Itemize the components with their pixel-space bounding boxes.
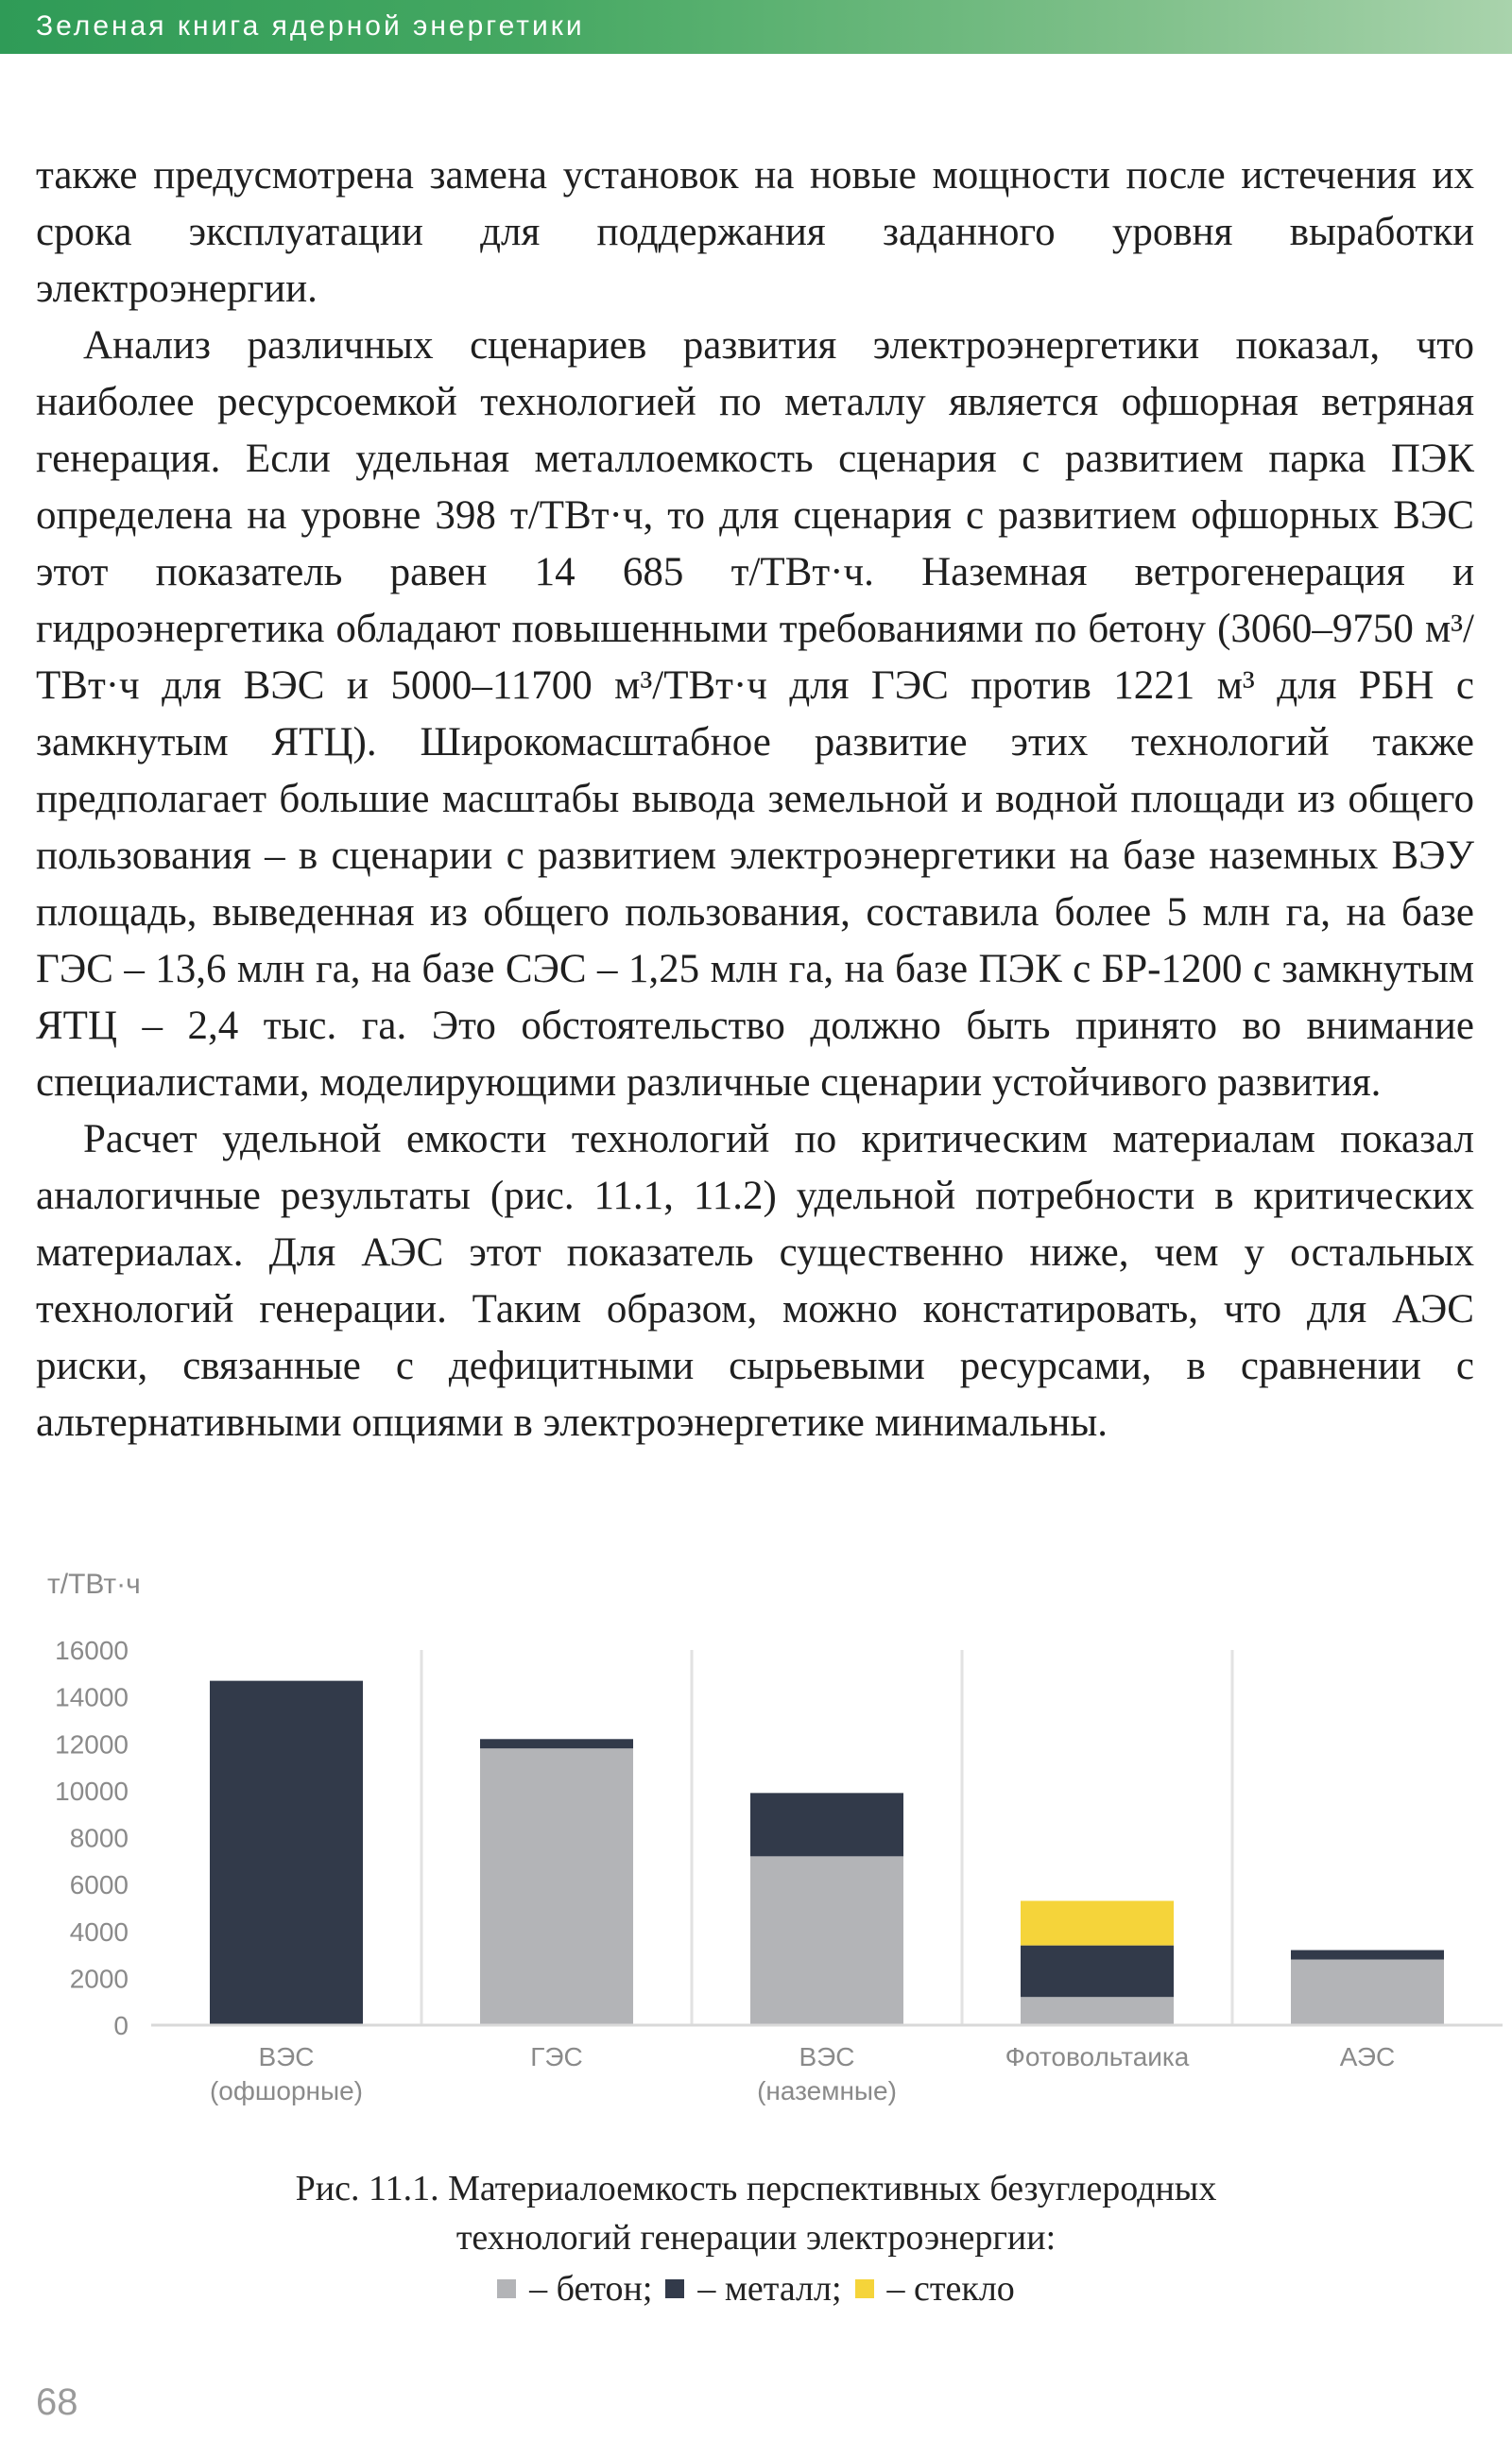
legend-swatch-concrete	[497, 2279, 516, 2298]
legend-label-metal: – металл;	[697, 2269, 842, 2309]
bar-segment-металл	[1291, 1950, 1444, 1960]
bar-segment-стекло	[1021, 1900, 1174, 1945]
figure-caption	[0, 2164, 1512, 2313]
x-category-label: (наземные)	[757, 2076, 897, 2105]
bar-segment-бетон	[1291, 1960, 1444, 2025]
bar-segment-металл	[210, 1681, 363, 2025]
bar-segment-бетон	[1021, 1997, 1174, 2025]
y-tick-label: 12000	[55, 1729, 129, 1760]
y-tick-label: 8000	[69, 1823, 129, 1853]
bar-segment-металл	[480, 1739, 633, 1748]
y-axis-unit-label: т/ТВт·ч	[47, 1569, 141, 1600]
paragraph-2: Анализ различных сценариев развития электроэнергетики показал, что наиболее ресурсоемкой технологией по металлу является офшорная ветряная генерация. Если удельная металлоемкость сценария с развитием парка ПЭК определена на уровне 398 т/ТВт·ч, то для сценария с развитием офшорных ВЭС этот показатель равен 14 685 т/ТВт·ч. Наземная ветрогенерация и гидроэнергетика обладают повышенными требованиями по бетону (3060–9750 м³/ТВт·ч для ВЭС и 5000–11700 м³/ТВт·ч для ГЭС против 1221 м³ для РБН с замкнутым ЯТЦ). Широкомасштабное развитие этих технологий также предполагает большие масштабы вывода земельной и водной площади из общего пользования – в сценарии с развитием электроэнергетики на базе наземных ВЭУ площадь, выведенная из общего пользования, составила более 5 млн га, на базе ГЭС – 13,6 млн га, на базе СЭС – 1,25 млн га, на базе ПЭК с БР-1200 с замкнутым ЯТЦ – 2,4 тыс. га. Это обстоятельство должно быть принято во внимание специалистами, моделирующими различные сценарии устойчивого развития.	[36, 323, 1474, 1105]
y-tick-label: 2000	[69, 1964, 129, 1994]
x-category-label: ВЭС	[258, 2042, 315, 2071]
legend-label-glass: – стекло	[886, 2269, 1015, 2309]
header-band	[0, 0, 1512, 54]
bar-segment-металл	[750, 1793, 903, 1856]
legend-swatch-glass	[855, 2279, 874, 2298]
caption-line-1: Рис. 11.1. Материалоемкость перспективных безуглеродных	[295, 2169, 1217, 2208]
figure-11-1-chart	[0, 1569, 1512, 2174]
y-tick-label: 0	[113, 2011, 129, 2040]
paragraph-3: Расчет удельной емкости технологий по критическим материалам показал аналогичные результаты (рис. 11.1, 11.2) удельной потребности в критических материалах. Для АЭС этот показатель существенно ниже, чем у остальных технологий генерации. Таким образом, можно констатировать, что для АЭС риски, связанные с дефицитными сырьевыми ресурсами, в сравнении с альтернативными опциями в электроэнергетике минимальны.	[36, 1117, 1474, 1445]
bar-segment-бетон	[480, 1748, 633, 2025]
bar-segment-бетон	[750, 1856, 903, 2025]
legend-swatch-metal	[665, 2279, 684, 2298]
y-tick-label: 4000	[69, 1916, 129, 1947]
x-category-label: АЭС	[1339, 2042, 1396, 2071]
bar-segment-металл	[1021, 1946, 1174, 1998]
x-category-label: (офшорные)	[209, 2076, 364, 2105]
x-category-label: ВЭС	[799, 2042, 855, 2071]
y-tick-label: 14000	[55, 1682, 129, 1712]
chart-svg	[0, 1569, 1512, 2174]
paragraph-1: также предусмотрена замена установок на новые мощности после истечения их срока эксплуатации для поддержания заданного уровня выработки электроэнергии.	[36, 153, 1474, 311]
x-category-label: ГЭС	[530, 2042, 583, 2071]
legend-label-concrete: – бетон;	[529, 2269, 653, 2309]
caption-line-2: технологий генерации электроэнергии:	[455, 2218, 1057, 2258]
body-text	[36, 147, 1474, 1452]
y-tick-label: 6000	[69, 1870, 129, 1900]
y-tick-label: 10000	[55, 1776, 129, 1806]
x-category-label: Фотовольтаика	[1005, 2042, 1190, 2071]
caption-legend	[497, 2264, 1015, 2313]
y-tick-label: 16000	[55, 1636, 129, 1665]
page-number: 68	[36, 2381, 78, 2423]
running-header-title: Зеленая книга ядерной энергетики	[36, 10, 585, 42]
